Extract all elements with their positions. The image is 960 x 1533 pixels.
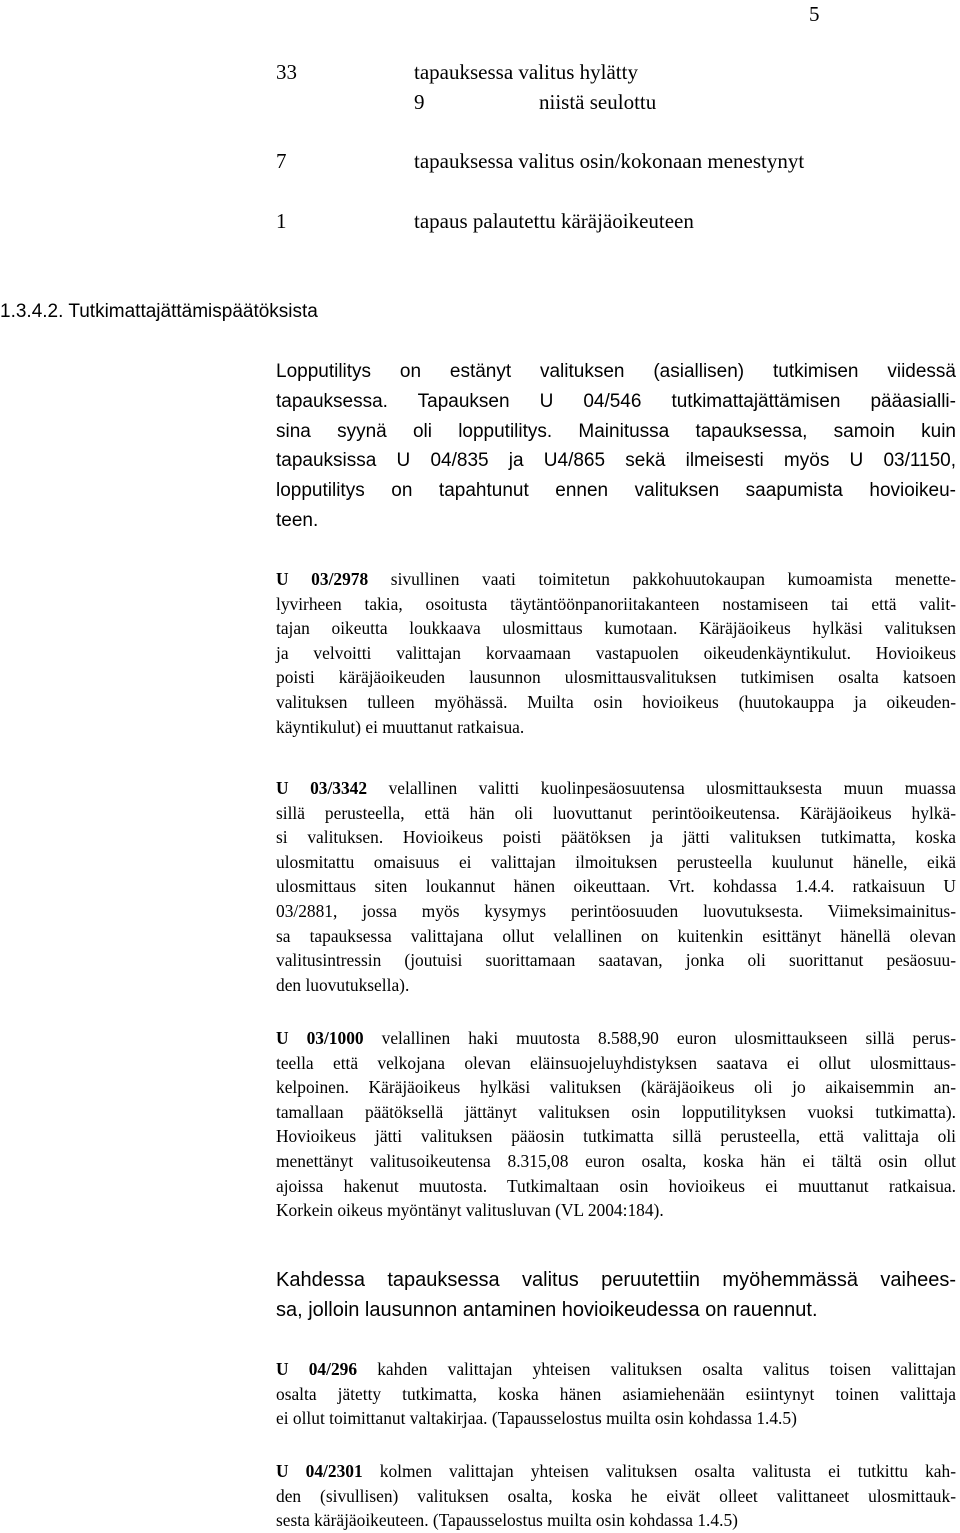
- paragraph-line: käyntikulut) ei muuttanut ratkaisua.: [276, 716, 525, 737]
- paragraph-line: tapauksessa. Tapauksen U 04/546 tutkimattajättämisen pääasialli-: [276, 390, 956, 412]
- paragraph-line: ulosmitattu omaisuus ei valittajan ilmoituksen perusteella kuulunut hänelle, eikä: [276, 851, 956, 872]
- withdrawn-paragraph: [276, 1265, 956, 1325]
- paragraph-line: teen.: [276, 509, 319, 531]
- paragraph-line: [276, 1357, 956, 1382]
- page-number: 5: [809, 2, 820, 26]
- paragraph-line: sa tapauksessa valittajana ollut velallinen on kuitenkin esittänyt hänellä olevan: [276, 925, 956, 946]
- paragraph-line: lopputilitys on tapahtunut ennen valituksen saapumista hovioikeu-: [276, 480, 956, 502]
- case-text: kolmen valittajan yhteisen valituksen osalta valitusta ei tutkittu kah-: [362, 1461, 956, 1481]
- case-id: U 03/3342: [276, 778, 368, 798]
- paragraph-line: den (sivullisen) valituksen osalta, koska he eivät olleet valittaneet ulosmittauk-: [276, 1485, 956, 1506]
- case-text: sivullinen vaati toimitetun pakkohuutokaupan kumoamista menette-: [368, 569, 956, 589]
- paragraph-line: kelpoinen. Käräjäoikeus hylkäsi valituksen (käräjäoikeus oli jo aikaisemmin an-: [276, 1077, 956, 1098]
- paragraph-line: si valituksen. Hovioikeus poisti päätöksen ja jätti valituksen tutkimatta, koska: [276, 827, 956, 848]
- paragraph-line: valituksen tulleen myöhässä. Muilta osin hovioikeus (huutokauppa ja oikeuden-: [276, 691, 956, 712]
- paragraph-line: Kahdessa tapauksessa valitus peruutettiin myöhemmässä vaihees-: [276, 1269, 956, 1291]
- paragraph-line: osalta jätetty tutkimatta, koska hänen asiamiehenään esiintynyt toinen valittaja: [276, 1383, 956, 1404]
- case-paragraph: [276, 1357, 956, 1431]
- case-text: kahden valittajan yhteisen valituksen osalta valitus toisen valittajan: [357, 1359, 956, 1379]
- paragraph-line: ulosmittaus siten loukannut hänen oikeuttaan. Vrt. kohdassa 1.4.4. ratkaisuun U: [276, 876, 956, 897]
- paragraph-line: sillä perusteella, että hän oli luovuttanut perintöoikeutensa. Käräjäoikeus hylkä-: [276, 802, 956, 823]
- case-id: U 03/1000: [276, 1028, 364, 1048]
- stat-number: 1: [276, 209, 287, 233]
- paragraph-line: menettänyt valitusoikeutensa 8.315,08 euron osalta, koska hän ei tältä osin ollut: [276, 1150, 956, 1171]
- paragraph-line: tajan oikeutta loukkaava ulosmittaus kumotaan. Käräjäoikeus hylkäsi valituksen: [276, 618, 956, 639]
- paragraph-line: ajoissa hakenut muutosta. Tutkimaltaan osin hovioikeus ei muuttanut ratkaisua.: [276, 1175, 956, 1196]
- stat-text: tapauksessa valitus hylätty: [414, 60, 638, 84]
- case-text: velallinen valitti kuolinpesäosuutensa ulosmittauksesta muun muassa: [367, 778, 956, 798]
- paragraph-line: [276, 776, 956, 801]
- stat-number: 33: [276, 60, 297, 84]
- case-text: velallinen haki muutosta 8.588,90 euron ulosmittaukseen sillä perus-: [363, 1028, 956, 1048]
- paragraph-line: [276, 1026, 956, 1051]
- paragraph-line: Lopputilitys on estänyt valituksen (asiallisen) tutkimisen viidessä: [276, 361, 956, 382]
- paragraph-line: ja velvoitti valittajan korvaamaan vastapuolen oikeudenkäyntikulut. Hovioikeus: [276, 642, 956, 663]
- paragraph-line: sesta käräjäoikeuteen. (Tapausselostus muilta osin kohdassa 1.4.5): [276, 1510, 738, 1531]
- paragraph-line: poisti käräjäoikeuden lausunnon ulosmittausvalituksen tutkimisen osalta katsoen: [276, 667, 956, 688]
- paragraph-line: tamallaan päätöksellä jättänyt valituksen osin lopputilityksen vuoksi tutkimatta).: [276, 1101, 956, 1122]
- paragraph-line: Hovioikeus jätti valituksen pääosin tutkimatta sillä perusteella, että valittaja oli: [276, 1126, 956, 1147]
- paragraph-line: ei ollut toimittanut valtakirjaa. (Tapausselostus muilta osin kohdassa 1.4.5): [276, 1408, 797, 1429]
- paragraph-line: Korkein oikeus myöntänyt valitusluvan (VL 2004:184).: [276, 1200, 664, 1221]
- paragraph-line: 03/2881, jossa myös kysymys perintöosuuden luovutuksesta. Viimeksimainitus-: [276, 900, 956, 921]
- stat-number: 7: [276, 149, 287, 173]
- paragraph-line: den luovutuksella).: [276, 974, 410, 995]
- case-id: U 04/2301: [276, 1461, 363, 1481]
- stat-text: tapauksessa valitus osin/kokonaan menestynyt: [414, 149, 805, 173]
- stat-number: 9: [414, 90, 425, 114]
- case-paragraph: [276, 567, 956, 739]
- stat-text: niistä seulottu: [539, 90, 657, 114]
- section-heading: 1.3.4.2. Tutkimattajättämispäätöksista: [0, 301, 318, 322]
- case-paragraph: [276, 1459, 956, 1533]
- intro-paragraph: [276, 357, 956, 536]
- case-paragraph: [276, 776, 956, 997]
- paragraph-line: valitusintressin (joutuisi suorittamaan saatavan, jonka oli suorittanut pesäosuu-: [276, 950, 956, 971]
- case-paragraph: [276, 1026, 956, 1223]
- case-id: U 04/296: [276, 1359, 358, 1379]
- paragraph-line: tapauksissa U 04/835 ja U4/865 sekä ilmeisesti myös U 03/1150,: [276, 450, 956, 472]
- paragraph-line: sa, jolloin lausunnon antaminen hovioikeudessa on rauennut.: [276, 1299, 818, 1321]
- paragraph-line: [276, 567, 956, 592]
- case-id: U 03/2978: [276, 569, 369, 589]
- paragraph-line: sina syynä oli lopputilitys. Mainitussa tapauksessa, samoin kuin: [276, 420, 956, 442]
- paragraph-line: [276, 1459, 956, 1484]
- paragraph-line: lyvirheen takia, osoitusta täytäntöönpanoriitakanteen nostamiseen tai että valit-: [276, 593, 956, 614]
- stat-text: tapaus palautettu käräjäoikeuteen: [414, 209, 694, 233]
- paragraph-line: teella että velkojana olevan eläinsuojeluyhdistyksen saatava ei ollut ulosmittaus-: [276, 1052, 956, 1073]
